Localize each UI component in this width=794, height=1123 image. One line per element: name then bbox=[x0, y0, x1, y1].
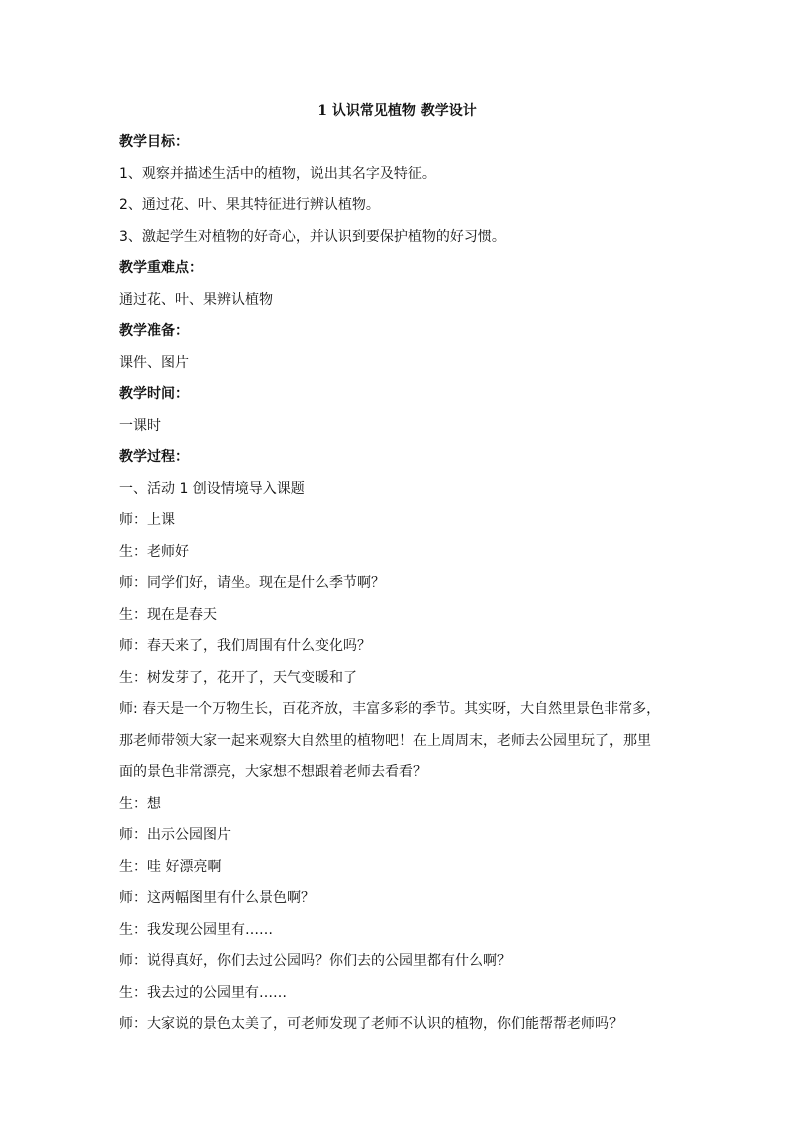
section-heading: 教学时间： bbox=[119, 386, 189, 402]
paragraph-line: 2、通过花、叶、果其特征进行辨认植物。 bbox=[119, 197, 380, 213]
paragraph-line: 一课时 bbox=[119, 417, 161, 434]
paragraph-line: 师: 春天是一个万物生长，百花齐放，丰富多彩的季节。其实呀，大自然里景色非常多， bbox=[119, 701, 661, 717]
section-heading: 教学过程： bbox=[119, 449, 189, 465]
section-heading: 教学重难点： bbox=[119, 260, 203, 276]
document-body bbox=[119, 132, 679, 1046]
paragraph-line: 师：上课 bbox=[119, 512, 175, 528]
paragraph-line: 生：我去过的公园里有…… bbox=[119, 984, 287, 1001]
paragraph-line: 生：老师好 bbox=[119, 543, 189, 560]
paragraph-line: 师：同学们好，请坐。现在是什么季节啊？ bbox=[119, 575, 385, 591]
paragraph-line: 生：我发现公园里有…… bbox=[119, 921, 273, 938]
section-heading: 教学目标： bbox=[119, 134, 189, 150]
paragraph-line: 师：这两幅图里有什么景色啊？ bbox=[119, 890, 315, 906]
paragraph-line: 师：说得真好，你们去过公园吗？你们去的公园里都有什么啊？ bbox=[119, 953, 511, 969]
paragraph-line: 通过花、叶、果辨认植物 bbox=[119, 291, 273, 308]
paragraph-line: 师：春天来了，我们周围有什么变化吗？ bbox=[119, 638, 371, 654]
document-title: 1 认识常见植物 教学设计 bbox=[317, 103, 477, 119]
paragraph-line: 课件、图片 bbox=[119, 354, 189, 371]
paragraph-line: 面的景色非常漂亮，大家想不想跟着老师去看看？ bbox=[119, 764, 427, 780]
paragraph-line: 3、激起学生对植物的好奇心，并认识到要保护植物的好习惯。 bbox=[119, 228, 506, 245]
paragraph-line: 生：哇 好漂亮啊 bbox=[119, 858, 222, 875]
paragraph-line: 一、活动 1 创设情境导入课题 bbox=[119, 480, 305, 497]
section-heading: 教学准备： bbox=[119, 323, 189, 339]
paragraph-line: 生：想 bbox=[119, 795, 161, 812]
paragraph-line: 生：树发芽了，花开了，天气变暖和了 bbox=[119, 669, 357, 686]
paragraph-line: 师：大家说的景色太美了，可老师发现了老师不认识的植物，你们能帮帮老师吗？ bbox=[119, 1016, 623, 1032]
paragraph-line: 1、观察并描述生活中的植物，说出其名字及特征。 bbox=[119, 165, 436, 182]
paragraph-line: 那老师带领大家一起来观察大自然里的植物吧！在上周周末，老师去公园里玩了，那里 bbox=[119, 732, 651, 749]
paragraph-line: 生：现在是春天 bbox=[119, 606, 217, 623]
paragraph-line: 师：出示公园图片 bbox=[119, 827, 231, 843]
